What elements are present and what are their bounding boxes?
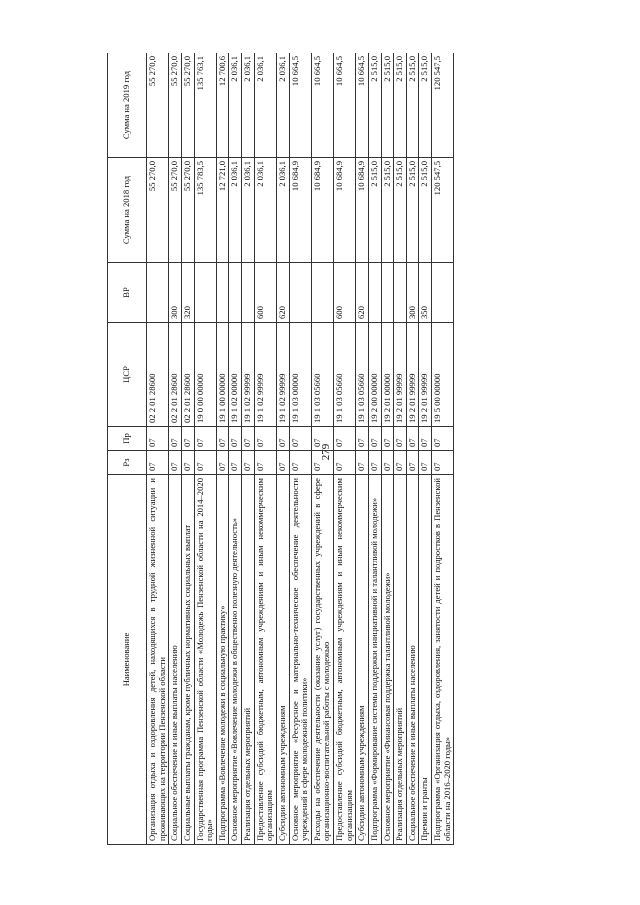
cell-sum2018: 2 515,0 — [406, 158, 419, 263]
cell-rz: 07 — [229, 451, 242, 475]
cell-name: Подпрограмма «Организация отдыха, оздоровления, занятости детей и подростков в Пензенской области на 2016–2020 годы» — [432, 475, 454, 845]
cell-sum2018: 2 036,1 — [254, 158, 276, 263]
cell-csr: 19 1 03 05660 — [334, 323, 356, 427]
cell-sum2018: 135 783,5 — [194, 158, 216, 263]
cell-sum2019: 2 515,0 — [406, 53, 419, 158]
cell-pr: 07 — [194, 427, 216, 451]
cell-pr: 07 — [394, 427, 407, 451]
cell-sum2018: 2 515,0 — [419, 158, 432, 263]
cell-name: Подпрограмма «Вовлечение молодежи в социальную практику» — [216, 475, 229, 845]
cell-csr: 19 2 01 00000 — [381, 323, 394, 427]
cell-name: Подпрограмма «Формирование системы поддержки инициативной и талантливой молодежи» — [368, 475, 381, 845]
cell-name: Основное мероприятие «Ресурсное и материально-техническое обеспечение деятельности учреждений в сфере молодежной политики» — [289, 475, 311, 845]
cell-sum2018: 10 684,9 — [356, 158, 369, 263]
table-row — [147, 53, 169, 845]
cell-pr: 07 — [368, 427, 381, 451]
cell-name: Социальное обеспечение и иные выплаты населению — [406, 475, 419, 845]
cell-pr: 07 — [311, 427, 333, 451]
cell-vr: 350 — [419, 263, 432, 323]
cell-sum2018: 2 036,1 — [242, 158, 255, 263]
table-row — [169, 53, 182, 845]
cell-rz: 07 — [169, 451, 182, 475]
cell-name: Организация отдыха и оздоровления детей, находящихся в трудной жизненной ситуации и проживающих на территории Пензенской области — [147, 475, 169, 845]
cell-vr: 620 — [276, 263, 289, 323]
cell-csr: 19 5 00 00000 — [432, 323, 454, 427]
cell-pr: 07 — [356, 427, 369, 451]
cell-rz: 07 — [356, 451, 369, 475]
table-row — [368, 53, 381, 845]
cell-sum2019: 55 270,0 — [147, 53, 169, 158]
cell-vr: 300 — [169, 263, 182, 323]
cell-sum2019: 2 515,0 — [419, 53, 432, 158]
table-header — [108, 53, 147, 845]
cell-vr — [216, 263, 229, 323]
cell-name: Предоставление субсидий бюджетным, автономным учреждениям и иным некоммерческим организациям — [334, 475, 356, 845]
cell-csr: 19 1 00 00000 — [216, 323, 229, 427]
table-row — [419, 53, 432, 845]
cell-sum2018: 10 684,9 — [289, 158, 311, 263]
cell-sum2019: 2 036,1 — [254, 53, 276, 158]
table-row — [394, 53, 407, 845]
cell-vr — [229, 263, 242, 323]
table-row — [334, 53, 356, 845]
cell-sum2019: 2 036,1 — [276, 53, 289, 158]
cell-sum2018: 10 684,9 — [334, 158, 356, 263]
cell-rz: 07 — [181, 451, 194, 475]
cell-vr — [432, 263, 454, 323]
cell-sum2019: 2 515,0 — [368, 53, 381, 158]
cell-name: Реализация отдельных мероприятий — [394, 475, 407, 845]
cell-vr — [368, 263, 381, 323]
budget-table-rotated — [107, 53, 562, 845]
cell-csr: 19 1 02 00000 — [229, 323, 242, 427]
cell-rz: 07 — [194, 451, 216, 475]
cell-pr: 07 — [381, 427, 394, 451]
header-vr: ВР — [108, 263, 147, 323]
cell-sum2019: 10 664,5 — [334, 53, 356, 158]
table-row — [181, 53, 194, 845]
cell-vr: 600 — [334, 263, 356, 323]
cell-sum2018: 2 515,0 — [368, 158, 381, 263]
cell-csr: 19 0 00 00000 — [194, 323, 216, 427]
cell-vr — [147, 263, 169, 323]
table-row — [381, 53, 394, 845]
cell-sum2019: 10 664,5 — [289, 53, 311, 158]
cell-sum2019: 120 547,5 — [432, 53, 454, 158]
table-row — [289, 53, 311, 845]
table-row — [229, 53, 242, 845]
cell-sum2018: 55 270,0 — [181, 158, 194, 263]
cell-pr: 07 — [406, 427, 419, 451]
cell-csr: 19 1 03 05660 — [311, 323, 333, 427]
cell-csr: 02 2 01 28600 — [147, 323, 169, 427]
table-row — [242, 53, 255, 845]
cell-rz: 07 — [419, 451, 432, 475]
cell-sum2019: 55 270,0 — [181, 53, 194, 158]
budget-table-frame — [107, 53, 562, 845]
cell-pr: 07 — [147, 427, 169, 451]
cell-rz: 07 — [276, 451, 289, 475]
cell-vr — [242, 263, 255, 323]
cell-rz: 07 — [432, 451, 454, 475]
cell-rz: 07 — [216, 451, 229, 475]
table-row — [276, 53, 289, 845]
cell-pr: 07 — [419, 427, 432, 451]
cell-sum2018: 55 270,0 — [169, 158, 182, 263]
cell-pr: 07 — [432, 427, 454, 451]
header-sum-2019: Сумма на 2019 год — [108, 53, 147, 158]
cell-sum2019: 12 700,6 — [216, 53, 229, 158]
cell-csr: 19 2 00 00000 — [368, 323, 381, 427]
header-rz: Рз — [108, 451, 147, 475]
cell-csr: 19 2 01 99999 — [394, 323, 407, 427]
cell-name: Реализация отдельных мероприятий — [242, 475, 255, 845]
table-row — [356, 53, 369, 845]
cell-rz: 07 — [147, 451, 169, 475]
cell-sum2018: 2 036,1 — [229, 158, 242, 263]
table-row — [432, 53, 454, 845]
budget-table — [107, 53, 454, 845]
cell-pr: 07 — [242, 427, 255, 451]
cell-sum2019: 2 515,0 — [381, 53, 394, 158]
table-row — [254, 53, 276, 845]
cell-csr: 19 1 03 00000 — [289, 323, 311, 427]
cell-vr: 620 — [356, 263, 369, 323]
cell-rz: 07 — [406, 451, 419, 475]
cell-pr: 07 — [289, 427, 311, 451]
cell-pr: 07 — [169, 427, 182, 451]
header-sum-2018: Сумма на 2018 год — [108, 158, 147, 263]
cell-pr: 07 — [334, 427, 356, 451]
cell-sum2019: 55 270,0 — [169, 53, 182, 158]
cell-sum2019: 135 763,1 — [194, 53, 216, 158]
cell-vr: 600 — [254, 263, 276, 323]
cell-vr — [381, 263, 394, 323]
cell-vr: 320 — [181, 263, 194, 323]
cell-vr — [289, 263, 311, 323]
cell-pr: 07 — [276, 427, 289, 451]
cell-pr: 07 — [254, 427, 276, 451]
page-number: 279 — [320, 443, 332, 461]
cell-rz: 07 — [254, 451, 276, 475]
cell-vr — [394, 263, 407, 323]
cell-csr: 19 2 01 99999 — [406, 323, 419, 427]
cell-pr: 07 — [181, 427, 194, 451]
header-pr: Пр — [108, 427, 147, 451]
cell-name: Расходы на обеспечение деятельности (оказание услуг) государственных учреждений в сфере организационно-воспитательной работы с молодежью — [311, 475, 333, 845]
cell-name: Предоставление субсидий бюджетным, автономным учреждениям и иным некоммерческим организациям — [254, 475, 276, 845]
table-body — [147, 53, 454, 845]
cell-sum2019: 2 515,0 — [394, 53, 407, 158]
header-name: Наименование — [108, 475, 147, 845]
cell-sum2018: 2 515,0 — [381, 158, 394, 263]
cell-pr: 07 — [216, 427, 229, 451]
cell-csr: 19 2 01 99999 — [419, 323, 432, 427]
cell-name: Субсидии автономным учреждениям — [276, 475, 289, 845]
cell-rz: 07 — [368, 451, 381, 475]
table-row — [406, 53, 419, 845]
header-csr: ЦСР — [108, 323, 147, 427]
cell-sum2018: 55 270,0 — [147, 158, 169, 263]
cell-rz: 07 — [334, 451, 356, 475]
cell-csr: 19 1 03 05660 — [356, 323, 369, 427]
cell-rz: 07 — [381, 451, 394, 475]
header-row — [108, 53, 147, 845]
cell-rz: 07 — [311, 451, 333, 475]
table-row — [311, 53, 333, 845]
cell-rz: 07 — [289, 451, 311, 475]
cell-csr: 19 1 02 99999 — [242, 323, 255, 427]
cell-vr: 300 — [406, 263, 419, 323]
cell-sum2018: 2 515,0 — [394, 158, 407, 263]
cell-pr: 07 — [229, 427, 242, 451]
cell-sum2018: 10 684,9 — [311, 158, 333, 263]
cell-name: Социальное обеспечение и иные выплаты населению — [169, 475, 182, 845]
table-row — [216, 53, 229, 845]
cell-name: Субсидии автономным учреждениям — [356, 475, 369, 845]
cell-vr — [194, 263, 216, 323]
cell-sum2019: 2 036,1 — [242, 53, 255, 158]
cell-sum2018: 2 036,1 — [276, 158, 289, 263]
cell-csr: 19 1 02 99999 — [254, 323, 276, 427]
cell-csr: 02 2 01 28600 — [181, 323, 194, 427]
cell-csr: 02 2 01 28600 — [169, 323, 182, 427]
cell-vr — [311, 263, 333, 323]
cell-name: Социальные выплаты гражданам, кроме публичных нормативных социальных выплат — [181, 475, 194, 845]
cell-sum2019: 10 664,5 — [311, 53, 333, 158]
cell-name: Государственная программа Пензенской области «Молодежь Пензенской области на 2014–2020 годы» — [194, 475, 216, 845]
cell-name: Основное мероприятие «Вовлечение молодежи в общественно полезную деятельность» — [229, 475, 242, 845]
table-row — [194, 53, 216, 845]
cell-sum2019: 10 664,5 — [356, 53, 369, 158]
cell-sum2018: 120 547,5 — [432, 158, 454, 263]
cell-rz: 07 — [394, 451, 407, 475]
cell-sum2018: 12 721,0 — [216, 158, 229, 263]
cell-rz: 07 — [242, 451, 255, 475]
cell-name: Премии и гранты — [419, 475, 432, 845]
cell-sum2019: 2 036,1 — [229, 53, 242, 158]
cell-csr: 19 1 02 99999 — [276, 323, 289, 427]
cell-name: Основное мероприятие «Финансовая поддержка талантливой молодежи» — [381, 475, 394, 845]
